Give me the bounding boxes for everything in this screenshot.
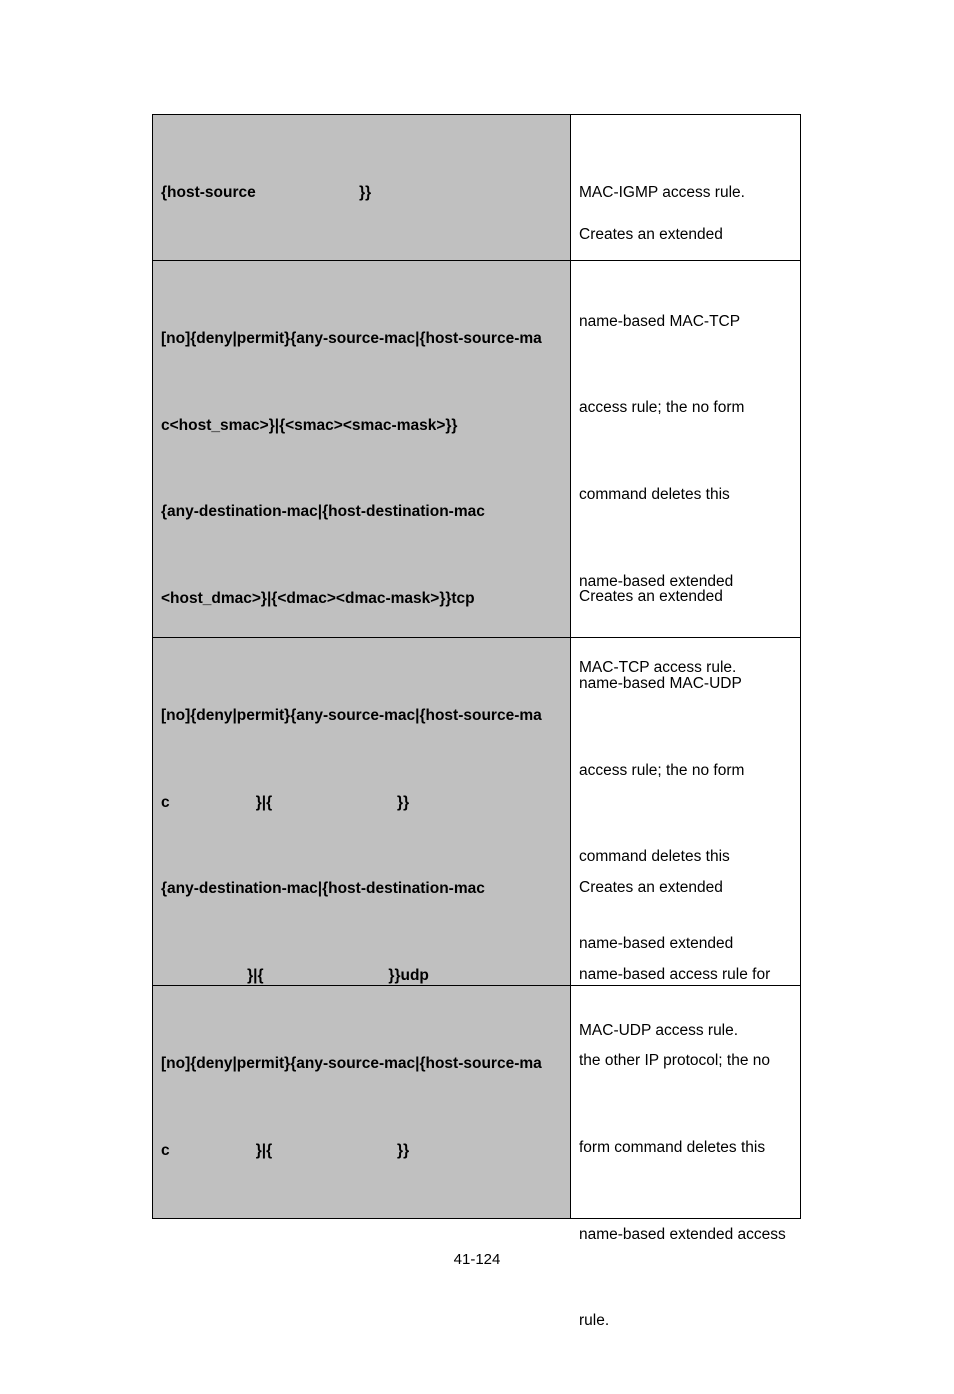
- description-line: name-based access rule for: [579, 965, 771, 983]
- description-line: MAC-IGMP access rule.: [579, 183, 745, 201]
- command-cell: [153, 986, 571, 1218]
- description-line: MAC-TCP access rule.: [579, 659, 737, 677]
- description-line: access rule; the no form: [579, 761, 745, 779]
- command-line: [no]{deny|permit}{any-source-mac|{host-source-ma: [161, 706, 542, 724]
- command-line: {host-source }}: [161, 183, 372, 201]
- command-line: [no]{deny|permit}{any-source-mac|{host-source-ma: [161, 1054, 542, 1072]
- description-cell: [571, 878, 800, 1330]
- description-line: Creates an extended: [579, 588, 723, 606]
- command-line: c }|{ }}: [161, 793, 410, 811]
- command-cell: [153, 261, 571, 637]
- description-line: access rule; the no form: [579, 399, 745, 417]
- page-number: 41-124: [453, 1251, 501, 1268]
- command-line: c<host_smac>}|{<smac><smac-mask>}}: [161, 416, 458, 434]
- description-line: Creates an extended: [579, 878, 723, 896]
- description-line: Creates an extended: [579, 225, 723, 243]
- command-cell: [153, 638, 571, 985]
- description-line: name-based extended: [579, 572, 734, 590]
- command-line: }|{ }}udp: [161, 966, 429, 984]
- command-line: {any-destination-mac|{host-destination-mac: [161, 880, 485, 898]
- description-line: command deletes this: [579, 848, 730, 866]
- description-line: rule.: [579, 1312, 610, 1330]
- description-line: form command deletes this: [579, 1138, 766, 1156]
- description-line: the other IP protocol; the no: [579, 1052, 771, 1070]
- description-line: name-based extended: [579, 935, 734, 953]
- description-line: name-based MAC-UDP: [579, 675, 742, 692]
- command-cell: [153, 115, 571, 260]
- description-line: name-based extended access: [579, 1225, 786, 1243]
- command-line: [no]{deny|permit}{any-source-mac|{host-source-ma: [161, 329, 542, 347]
- command-line: c }|{ }}: [161, 1141, 410, 1159]
- command-line: <host_dmac>}|{<dmac><dmac-mask>}}tcp: [161, 589, 475, 607]
- command-line: {any-destination-mac|{host-destination-mac: [161, 503, 485, 521]
- description-line: name-based MAC-TCP: [579, 312, 741, 330]
- description-line: MAC-UDP access rule.: [579, 1021, 739, 1039]
- description-line: command deletes this: [579, 485, 730, 503]
